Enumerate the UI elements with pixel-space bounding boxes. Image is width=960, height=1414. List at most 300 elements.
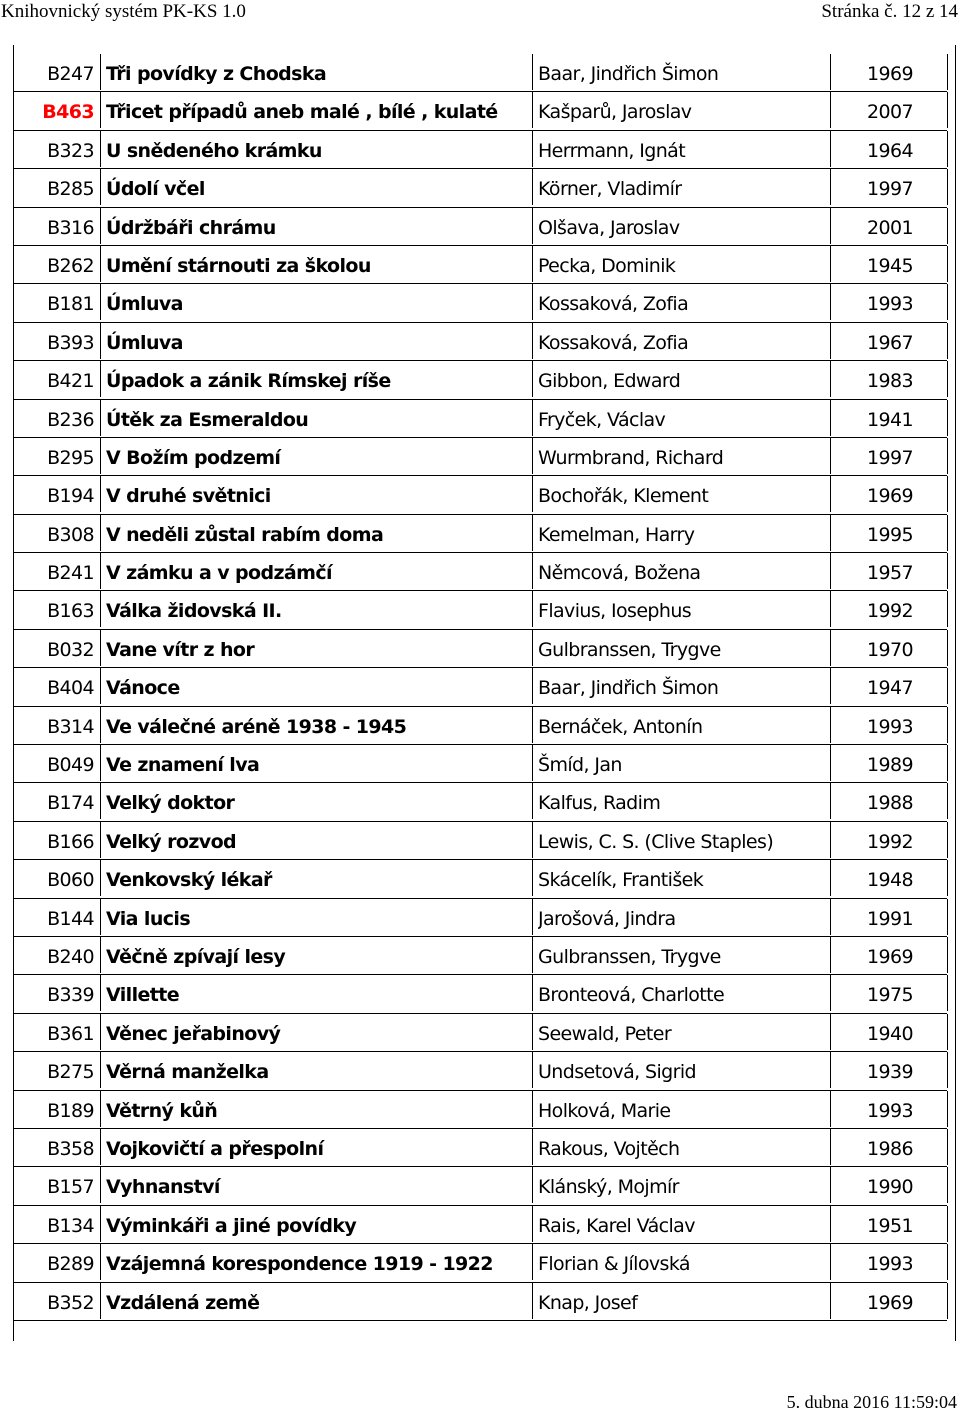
column-separator (100, 783, 101, 819)
book-year: 1986 (867, 1137, 913, 1160)
book-title: Úmluva (106, 293, 183, 316)
column-separator (532, 707, 533, 743)
book-year: 1992 (867, 600, 913, 623)
book-title: Vane vítr z hor (106, 638, 255, 661)
column-separator (100, 1244, 101, 1280)
column-separator (532, 553, 533, 589)
column-separator (947, 1167, 948, 1203)
book-author: Pecka, Dominik (538, 254, 676, 277)
column-separator (830, 54, 831, 90)
column-separator (830, 1091, 831, 1127)
column-separator (947, 1283, 948, 1319)
book-author: Skácelík, František (538, 869, 704, 892)
book-code: B189 (47, 1099, 94, 1122)
column-separator (830, 1167, 831, 1203)
book-year: 1993 (867, 1253, 913, 1276)
book-code: B060 (47, 869, 94, 892)
book-code: B032 (47, 638, 94, 661)
column-separator (100, 515, 101, 551)
table-row (13, 169, 955, 207)
book-title: Umění stárnouti za školou (106, 254, 371, 277)
book-author: Undsetová, Sigrid (538, 1061, 696, 1084)
column-separator (532, 361, 533, 397)
column-separator (830, 246, 831, 282)
column-separator (532, 1244, 533, 1280)
column-separator (100, 1091, 101, 1127)
column-separator (532, 284, 533, 320)
column-separator (947, 1129, 948, 1165)
column-separator (830, 553, 831, 589)
column-separator (532, 1091, 533, 1127)
column-separator (532, 668, 533, 704)
book-code: B393 (47, 331, 94, 354)
book-year: 1997 (867, 178, 913, 201)
table-row (13, 591, 955, 629)
book-year: 1967 (867, 331, 913, 354)
column-separator (947, 515, 948, 551)
book-code: B194 (47, 485, 94, 508)
book-title: Vzájemná korespondence 1919 - 1922 (106, 1253, 493, 1276)
column-separator (830, 899, 831, 935)
column-separator (100, 975, 101, 1011)
column-separator (830, 630, 831, 666)
column-separator (947, 745, 948, 781)
report-footer-timestamp: 5. dubna 2016 11:59:04 (786, 1392, 957, 1412)
table-row (13, 1283, 955, 1321)
table-row (13, 822, 955, 860)
book-title: Venkovský lékař (106, 869, 272, 892)
column-separator (100, 1052, 101, 1088)
table-row (13, 553, 955, 591)
column-separator (100, 1129, 101, 1165)
table-row (13, 668, 955, 706)
book-code: B144 (47, 907, 94, 930)
column-separator (532, 92, 533, 128)
column-separator (947, 1206, 948, 1242)
column-separator (947, 1091, 948, 1127)
book-code: B339 (47, 984, 94, 1007)
column-separator (532, 515, 533, 551)
column-separator (532, 54, 533, 90)
book-code: B295 (47, 446, 94, 469)
column-separator (532, 1206, 533, 1242)
book-title: Údržbáři chrámu (106, 216, 276, 239)
book-code: B157 (47, 1176, 94, 1199)
book-title: Vzdálená země (106, 1291, 260, 1314)
column-separator (100, 131, 101, 167)
column-separator (532, 630, 533, 666)
column-separator (532, 208, 533, 244)
column-separator (947, 92, 948, 128)
report-header-system-name: Knihovnický systém PK-KS 1.0 (1, 1, 246, 22)
book-title: Třicet případů aneb malé , bílé , kulaté (106, 101, 498, 124)
column-separator (100, 54, 101, 90)
column-separator (532, 937, 533, 973)
column-separator (830, 400, 831, 436)
book-year: 1970 (867, 638, 913, 661)
book-title: V neděli zůstal rabím doma (106, 523, 384, 546)
column-separator (947, 400, 948, 436)
column-separator (947, 822, 948, 858)
book-year: 1993 (867, 293, 913, 316)
column-separator (830, 745, 831, 781)
book-author: Gulbranssen, Trygve (538, 945, 721, 968)
column-separator (100, 668, 101, 704)
book-code: B275 (47, 1061, 94, 1084)
book-author: Fryček, Václav (538, 408, 666, 431)
book-title: Villette (106, 984, 180, 1007)
book-title: Úpadok a zánik Rímskej ríše (106, 370, 391, 393)
column-separator (830, 937, 831, 973)
column-separator (100, 937, 101, 973)
book-author: Kalfus, Radim (538, 792, 661, 815)
column-separator (947, 860, 948, 896)
table-row (13, 1052, 955, 1090)
book-author: Baar, Jindřich Šimon (538, 677, 719, 700)
column-separator (100, 246, 101, 282)
column-separator (532, 745, 533, 781)
column-separator (100, 169, 101, 205)
column-separator (532, 975, 533, 1011)
book-author: Gulbranssen, Trygve (538, 638, 721, 661)
book-title: Údolí včel (106, 178, 205, 201)
column-separator (947, 208, 948, 244)
column-separator (100, 208, 101, 244)
book-code: B323 (47, 139, 94, 162)
column-separator (532, 323, 533, 359)
book-code: B421 (47, 370, 94, 393)
book-title: Útěk za Esmeraldou (106, 408, 309, 431)
book-year: 1948 (867, 869, 913, 892)
column-separator (830, 591, 831, 627)
column-separator (532, 822, 533, 858)
column-separator (100, 707, 101, 743)
book-year: 1993 (867, 715, 913, 738)
book-year: 1969 (867, 485, 913, 508)
column-separator (830, 476, 831, 512)
book-year: 1991 (867, 907, 913, 930)
column-separator (947, 131, 948, 167)
table-row (13, 131, 955, 169)
book-title: Via lucis (106, 907, 191, 930)
book-code: B247 (47, 63, 94, 85)
book-year: 1975 (867, 984, 913, 1007)
book-year: 1940 (867, 1022, 913, 1045)
column-separator (947, 361, 948, 397)
column-separator (947, 246, 948, 282)
column-separator (100, 1167, 101, 1203)
book-code: B361 (47, 1022, 94, 1045)
book-code: B314 (47, 715, 94, 738)
book-author: Šmíd, Jan (538, 754, 622, 777)
column-separator (947, 630, 948, 666)
book-year: 1939 (867, 1061, 913, 1084)
table-row (13, 246, 955, 284)
report-header-page-number: Stránka č. 12 z 14 (821, 1, 958, 22)
table-row (13, 54, 955, 92)
book-author: Wurmbrand, Richard (538, 446, 724, 469)
book-code: B181 (47, 293, 94, 316)
book-author: Kašparů, Jaroslav (538, 101, 692, 124)
table-row (13, 400, 955, 438)
book-author: Herrmann, Ignát (538, 139, 686, 162)
column-separator (947, 438, 948, 474)
column-separator (947, 668, 948, 704)
column-separator (947, 1052, 948, 1088)
book-title: V zámku a v podzámčí (106, 562, 332, 585)
book-title: Vánoce (106, 677, 180, 700)
table-row (13, 899, 955, 937)
book-year: 1993 (867, 1099, 913, 1122)
book-code: B308 (47, 523, 94, 546)
book-year: 1969 (867, 945, 913, 968)
column-separator (947, 975, 948, 1011)
book-author: Bernáček, Antonín (538, 715, 703, 738)
book-author: Kossaková, Zofia (538, 331, 689, 354)
column-separator (100, 899, 101, 935)
column-separator (100, 438, 101, 474)
column-separator (830, 323, 831, 359)
book-code: B236 (47, 408, 94, 431)
column-separator (100, 92, 101, 128)
table-row (13, 1014, 955, 1052)
book-author: Baar, Jindřich Šimon (538, 63, 719, 85)
column-separator (100, 822, 101, 858)
table-row (13, 476, 955, 514)
table-row (13, 745, 955, 783)
book-code: B358 (47, 1137, 94, 1160)
column-separator (830, 707, 831, 743)
book-year: 1988 (867, 792, 913, 815)
table-row (13, 707, 955, 745)
table-row (13, 92, 955, 130)
table-row (13, 630, 955, 668)
book-year: 1941 (867, 408, 913, 431)
book-author: Němcová, Božena (538, 562, 701, 585)
book-title: Velký rozvod (106, 830, 237, 853)
column-separator (830, 1014, 831, 1050)
column-separator (532, 591, 533, 627)
column-separator (100, 1283, 101, 1319)
column-separator (947, 476, 948, 512)
table-row (13, 515, 955, 553)
table-row (13, 860, 955, 898)
book-title: Ve válečné aréně 1938 - 1945 (106, 715, 407, 738)
column-separator (947, 169, 948, 205)
column-separator (100, 1014, 101, 1050)
column-separator (947, 323, 948, 359)
column-separator (532, 860, 533, 896)
book-title: Větrný kůň (106, 1099, 218, 1122)
book-author: Knap, Josef (538, 1291, 638, 1314)
column-separator (830, 438, 831, 474)
table-row (13, 1091, 955, 1129)
book-title: Věčně zpívají lesy (106, 945, 286, 968)
book-title: Tři povídky z Chodska (106, 63, 327, 85)
book-year: 1969 (867, 63, 913, 85)
book-title: Ve znamení lva (106, 754, 260, 777)
book-author: Bronteová, Charlotte (538, 984, 725, 1007)
column-separator (532, 246, 533, 282)
column-separator (100, 1206, 101, 1242)
column-separator (830, 92, 831, 128)
book-title: Vyhnanství (106, 1176, 220, 1199)
table-row (13, 323, 955, 361)
column-separator (532, 476, 533, 512)
book-author: Körner, Vladimír (538, 178, 682, 201)
column-separator (100, 361, 101, 397)
column-separator (947, 783, 948, 819)
column-separator (532, 1129, 533, 1165)
column-separator (830, 975, 831, 1011)
column-separator (947, 707, 948, 743)
column-separator (532, 438, 533, 474)
column-separator (532, 131, 533, 167)
book-title: Věnec jeřabinový (106, 1022, 281, 1045)
book-title: Velký doktor (106, 792, 235, 815)
book-year: 1989 (867, 754, 913, 777)
book-author: Seewald, Peter (538, 1022, 672, 1045)
book-year: 1992 (867, 830, 913, 853)
table-row (13, 1244, 955, 1282)
column-separator (100, 284, 101, 320)
column-separator (947, 284, 948, 320)
book-author: Rais, Karel Václav (538, 1214, 695, 1237)
book-year: 1990 (867, 1176, 913, 1199)
column-separator (947, 591, 948, 627)
column-separator (100, 323, 101, 359)
book-year: 1945 (867, 254, 913, 277)
book-author: Holková, Marie (538, 1099, 671, 1122)
book-year: 2007 (867, 101, 913, 124)
book-author: Rakous, Vojtěch (538, 1137, 680, 1160)
book-author: Kossaková, Zofia (538, 293, 689, 316)
column-separator (830, 1206, 831, 1242)
book-code: B163 (47, 600, 94, 623)
book-author: Olšava, Jaroslav (538, 216, 680, 239)
book-year: 1969 (867, 1291, 913, 1314)
column-separator (947, 899, 948, 935)
column-separator (947, 1014, 948, 1050)
book-code: B166 (47, 830, 94, 853)
column-separator (100, 400, 101, 436)
book-title: Úmluva (106, 331, 183, 354)
book-code: B262 (47, 254, 94, 277)
column-separator (830, 284, 831, 320)
column-separator (947, 1244, 948, 1280)
book-code: B241 (47, 562, 94, 585)
book-title: V Božím podzemí (106, 446, 281, 469)
table-row (13, 783, 955, 821)
column-separator (830, 208, 831, 244)
book-author: Florian & Jílovská (538, 1253, 690, 1276)
book-title: U snědeného krámku (106, 139, 322, 162)
column-separator (830, 822, 831, 858)
table-row (13, 284, 955, 322)
book-author: Flavius, Iosephus (538, 600, 692, 623)
book-author: Gibbon, Edward (538, 370, 681, 393)
book-year: 2001 (867, 216, 913, 239)
column-separator (947, 553, 948, 589)
book-author: Kemelman, Harry (538, 523, 695, 546)
column-separator (830, 1283, 831, 1319)
book-code: B463 (42, 101, 94, 124)
book-year: 1983 (867, 370, 913, 393)
book-code: B174 (47, 792, 94, 815)
book-code: B285 (47, 178, 94, 201)
book-title: Věrná manželka (106, 1061, 269, 1084)
table-row (13, 1206, 955, 1244)
book-title: Vojkovičtí a přespolní (106, 1137, 324, 1160)
column-separator (830, 1052, 831, 1088)
book-author: Lewis, C. S. (Clive Staples) (538, 830, 774, 853)
book-author: Jarošová, Jindra (538, 907, 676, 930)
book-code: B134 (47, 1214, 94, 1237)
column-separator (100, 745, 101, 781)
book-title: V druhé světnici (106, 485, 271, 508)
table-row (13, 208, 955, 246)
table-row (13, 975, 955, 1013)
column-separator (532, 1052, 533, 1088)
book-code: B404 (47, 677, 94, 700)
book-code: B316 (47, 216, 94, 239)
book-year: 1951 (867, 1214, 913, 1237)
table-row (13, 1167, 955, 1205)
column-separator (830, 860, 831, 896)
book-year: 1997 (867, 446, 913, 469)
column-separator (830, 1244, 831, 1280)
column-separator (532, 1014, 533, 1050)
column-separator (100, 630, 101, 666)
book-title: Válka židovská II. (106, 600, 282, 623)
book-code: B289 (47, 1253, 94, 1276)
book-author: Klánský, Mojmír (538, 1176, 679, 1199)
column-separator (947, 54, 948, 90)
column-separator (532, 169, 533, 205)
column-separator (830, 668, 831, 704)
book-catalog-table (13, 54, 955, 1321)
table-row (13, 937, 955, 975)
column-separator (532, 1283, 533, 1319)
column-separator (100, 591, 101, 627)
column-separator (532, 899, 533, 935)
book-year: 1995 (867, 523, 913, 546)
column-separator (830, 783, 831, 819)
column-separator (100, 553, 101, 589)
column-separator (830, 361, 831, 397)
book-code: B049 (47, 754, 94, 777)
column-separator (532, 783, 533, 819)
table-row (13, 438, 955, 476)
column-separator (532, 1167, 533, 1203)
column-separator (830, 515, 831, 551)
book-year: 1947 (867, 677, 913, 700)
book-title: Výminkáři a jiné povídky (106, 1214, 357, 1237)
table-row (13, 361, 955, 399)
column-separator (830, 1129, 831, 1165)
column-separator (100, 860, 101, 896)
column-separator (100, 476, 101, 512)
book-year: 1964 (867, 139, 913, 162)
book-code: B240 (47, 945, 94, 968)
book-year: 1957 (867, 562, 913, 585)
table-right-border (955, 45, 956, 1341)
book-author: Bochořák, Klement (538, 485, 709, 508)
table-row (13, 1129, 955, 1167)
book-code: B352 (47, 1291, 94, 1314)
column-separator (830, 169, 831, 205)
column-separator (830, 131, 831, 167)
